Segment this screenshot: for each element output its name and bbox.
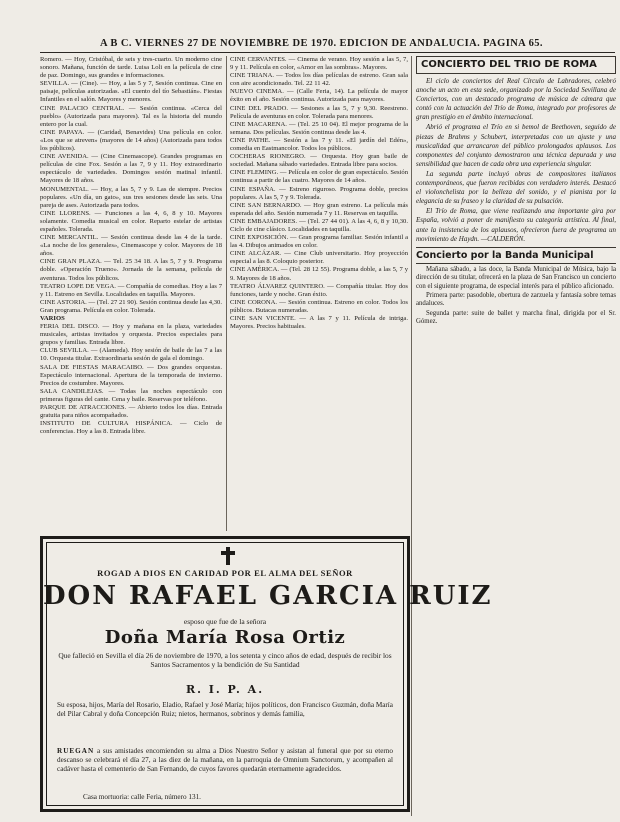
spouse-name: Doña María Rosa Ortiz	[104, 627, 346, 648]
listing-paragraph: TEATRO LOPE DE VEGA. — Compañía de comedias. Hoy a las 7 y 11. Estreno en Sevilla. Localidades en taquilla. Mayores.	[40, 282, 222, 298]
ruegan-word: RUEGAN	[57, 747, 95, 755]
listing-paragraph: CINE DEL PRADO. — Sesiones a las 5, 7 y 9,30. Reestreno. Película de aventuras en color. Tolerada para menores.	[230, 104, 408, 120]
article-paragraph: Primera parte: pasodoble, obertura de zarzuela y fantasía sobre temas andaluces.	[416, 291, 616, 308]
article-body	[416, 77, 616, 244]
listing-paragraph: CINE EXPOSICIÓN. — Gran programa familiar. Sesión infantil a las 4. Dibujos animados en color.	[230, 234, 408, 250]
family-list: Su esposa, hijos, María del Rosario, Eladio, Rafael y José María; hijos políticos, don Francisco Guzmán, doña María del Pilar Cabral y doña Concepción Ruiz; nietos, hermanos, sobrinos y demás familia,	[57, 701, 393, 718]
listing-paragraph: CLUB SEVILLA. — (Alameda). Hoy sesión de baile de las 7 a las 10. Orquesta titular. Extraordinaria sesión de gala el domingo.	[40, 347, 222, 363]
listing-paragraph: SEVILLA. — (Cine). — Hoy, a las 5 y 7, Sesión continua. Cine en paisaje, películas autorizadas. «El cuento del tío Sebastián». Fiestas Infantiles en el salón. Mayores y menores.	[40, 80, 222, 104]
concert-review-column	[416, 56, 616, 816]
deceased-name: DON RAFAEL GARCIA RUIZ	[43, 581, 493, 611]
listing-paragraph: NUEVO CINEMA. — (Calle Feria, 14). La película de mayor éxito en el año. Sesión continua. Autorizada para mayores.	[230, 88, 408, 104]
listing-paragraph: CINE SAN VICENTE. — A las 7 y 11. Película de intriga. Mayores. Precios habituales.	[230, 315, 408, 331]
header-rule	[40, 52, 615, 53]
listing-paragraph: Romero. — Hoy, Cristóbal, de seis y tres-cuarto. Un moderno cine sonoro. Mañana, función de tarde. Luisa Loli en la película de cine de paz. Domingo, sus grandes e informaciones.	[40, 56, 222, 80]
listing-paragraph: INSTITUTO DE CULTURA HISPÁNICA. — Ciclo de conferencias. Hoy a las 8. Entrada libre.	[40, 420, 222, 436]
listing-paragraph: CINE AMÉRICA. — (Tel. 28 12 55). Programa doble, a las 5, 7 y 9. Mayores de 18 años.	[230, 266, 408, 282]
listing-paragraph: CINE TRIANA. — Todos los días películas de estreno. Gran sala con aire acondicionado. Tel. 22 11 42.	[230, 72, 408, 88]
listings-column-middle	[230, 56, 408, 536]
listing-paragraph: CINE MERCANTIL. — Sesión continua desde las 4 de la tarde. «La noche de los generales», Cinemascope y color. Mayores de 18 años.	[40, 234, 222, 258]
listing-paragraph: CINE SAN BERNARDO. — Hoy gran estreno. La película más esperada del año. Sesión numerada 7 y 11. Reservas en taquilla.	[230, 201, 408, 217]
listing-paragraph: CINE FLEMING. — Película en color de gran espectáculo. Sesión continua a partir de las cuatro. Mayores de 14 años.	[230, 169, 408, 185]
spouse-intro: esposo que fue de la señora	[183, 617, 267, 626]
listing-paragraph: CINE AVENIDA. — (Cine Cinemascope). Grandes programas en películas de cine Fox. Sesión a las 7, 9 y 11. Hoy extraordinario espectáculo de variedades. Domingos sesión matinal infantil. Mayores de 18 años.	[40, 153, 222, 185]
listing-paragraph: COCHERAS RIONEGRO. — Orquesta. Hoy gran baile de sociedad. Mañana sábado variedades. Entrada libre para socios.	[230, 153, 408, 169]
listing-paragraph: CINE CERVANTES. — Cinema de verano. Hoy sesión a las 5, 7, 9 y 11. Película en color, «Amor en las sombras». Mayores.	[230, 56, 408, 72]
funeral-request	[57, 747, 393, 774]
column-divider	[411, 56, 412, 816]
article-subtitle: Concierto por la Banda Municipal	[416, 247, 616, 264]
listing-paragraph: CINE MACARENA. — (Tel. 25 10 04). El mejor programa de la semana. Dos películas. Sesión continua desde las 4.	[230, 120, 408, 136]
listing-paragraph: SALA CANDILEJAS. — Todas las noches espectáculo con primeras figuras del cante. Cena y baile. Reservas por teléfono.	[40, 387, 222, 403]
death-details: Que falleció en Sevilla el día 26 de noviembre de 1970, a los setenta y cinco años de edad, después de recibir los Santos Sacramentos y la bendición de Su Santidad	[58, 651, 392, 669]
listing-paragraph: TEATRO ÁLVAREZ QUINTERO. — Compañía titular. Hoy dos funciones, tarde y noche. Gran éxito.	[230, 282, 408, 298]
masthead-line: A B C. VIERNES 27 DE NOVIEMBRE DE 1970. EDICION DE ANDALUCIA. PAGINA 65.	[100, 38, 543, 49]
funeral-request-text: a sus amistades encomienden su alma a Dios Nuestro Señor y asistan al funeral que por su eterno descanso se celebrará el día 27, a las diez de la mañana, en la parroquia de Omnium Sanctorum, y acompañen al cadáver hasta el cementerio de San Fernando, de cuyos favores quedarán eternamente agradecidos.	[57, 747, 393, 773]
listing-paragraph: SALA DE FIESTAS MARACAIBO. — Dos grandes orquestas. Espectáculo internacional. Apertura de la temporada de invierno. Precios de costumbre. Mayores.	[40, 363, 222, 387]
section-label: VARIOS	[40, 315, 65, 322]
obituary-notice	[40, 536, 493, 812]
listing-paragraph: CINE ESPAÑA. — Estreno riguroso. Programa doble, precios populares. A las 5, 7 y 9. Tolerada.	[230, 185, 408, 201]
listing-paragraph: MONUMENTAL. — Hoy, a las 5, 7 y 9. Las de siempre. Precios populares. «Un día, un gato», sus tres sesiones desde las seis. Una pareja de ases. Autorizada para todos.	[40, 185, 222, 209]
article-body-2	[416, 266, 616, 327]
article-paragraph: Segunda parte: suite de ballet y marcha final, dirigida por el Sr. Gómez.	[416, 309, 616, 326]
listing-paragraph: CINE ALCÁZAR. — Cine Club universitario. Hoy proyección especial a las 8. Coloquio posterior.	[230, 250, 408, 266]
listing-paragraph: CINE LLORENS. — Funciones a las 4, 6, 8 y 10. Mayores solamente. Comedia musical en color. Reparto estelar de artistas españoles. Tolerada.	[40, 209, 222, 233]
listing-paragraph: CINE ASTORIA. — (Tel. 27 21 90). Sesión continua desde las 4,30. Gran programa. Película en color. Tolerada.	[40, 298, 222, 314]
listing-paragraph: FERIA DEL DISCO. — Hoy y mañana en la plaza, variedades musicales, artistas invitados y orquesta. Precios especiales para grupos y familias. Entrada libre.	[40, 323, 222, 347]
listings-column-left	[40, 56, 222, 530]
article-paragraph: El ciclo de conciertos del Real Círculo de Labradores, celebró anoche un acto en esta sede, organizado por la Sociedad Sevillana de Conciertos, con un destacado programa de música de cámara que contó con la actuación del Trío de Roma, integrado por profesores de gran prestigio en el ámbito internacional.	[416, 77, 616, 122]
listing-paragraph: CINE GRAN PLAZA. — Tel. 25 34 18. A las 5, 7 y 9. Programa doble. «Operación Trueno». Jornada de la semana, película de aventuras. Todos los públicos.	[40, 258, 222, 282]
obituary-prayer: ROGAD A DIOS EN CARIDAD POR EL ALMA DEL SEÑOR	[97, 568, 353, 578]
mortuary-address: Casa mortuoria: calle Feria, número 131.	[83, 793, 201, 801]
article-paragraph: La segunda parte incluyó obras de compositores italianos contemporáneos, que fueron recibidas con verdadero interés. Destacó el violonchelista por la belleza del sonido, y el pianista por la elegancia de su fraseo y la claridad de su pulsación.	[416, 169, 616, 206]
rip-line: R. I. P. A.	[185, 683, 265, 696]
article-paragraph: Abrió el programa el Trío en si bemol de Beethoven, seguido de piezas de Brahms y Schubert, interpretadas con un ajuste y una musicalidad que arrancaron del público prolongados aplausos. Los componentes del conjunto demostraron una técnica depurada y una sensibilidad que hacen de cada obra una experiencia singular.	[416, 123, 616, 168]
listing-paragraph: CINE CORONA. — Sesión continua. Estreno en color. Todos los públicos. Butacas numeradas.	[230, 298, 408, 314]
listing-paragraph: CINE EMBAJADORES. — (Tel. 27 44 01). A las 4, 6, 8 y 10,30. Ciclo de cine clásico. Localidades en taquilla.	[230, 217, 408, 233]
article-title: CONCIERTO DEL TRIO DE ROMA	[416, 56, 616, 74]
listing-paragraph: CINE PALACIO CENTRAL. — Sesión continua. «Cerca del pueblo» (Autorizada para mayores). Tal es la historia del mundo entero por la cual.	[40, 104, 222, 128]
listing-paragraph: CINE PAPAYA. — (Caridad, Benavides) Una película en color. «Los que se atreven» (mayores de 14 años) (Autorizada para todos los públicos).	[40, 128, 222, 153]
article-paragraph: El Trío de Roma, que viene realizando una importante gira por España, volvió a poner de manifiesto su categoría artística. Al final, ante la insistencia de los aplausos, ofrecieron fuera de programa un movimiento de Haydn. —CALDERÓN.	[416, 207, 616, 243]
listing-paragraph: PARQUE DE ATRACCIONES. — Abierto todos los días. Entrada gratuita para niños acompañados.	[40, 404, 222, 420]
listing-paragraph: CINE PATHE. — Sesión a las 7 y 11. «El jardín del Edén», comedia en Eastmancolor. Todos los públicos.	[230, 136, 408, 153]
cross-icon	[221, 547, 235, 565]
article-paragraph: Mañana sábado, a las doce, la Banda Municipal de Música, bajo la dirección de su titular, ofrecerá en la plaza de San Francisco un concierto con el siguiente programa, de especial interés para el público aficionado.	[416, 265, 616, 290]
column-divider	[226, 56, 227, 531]
